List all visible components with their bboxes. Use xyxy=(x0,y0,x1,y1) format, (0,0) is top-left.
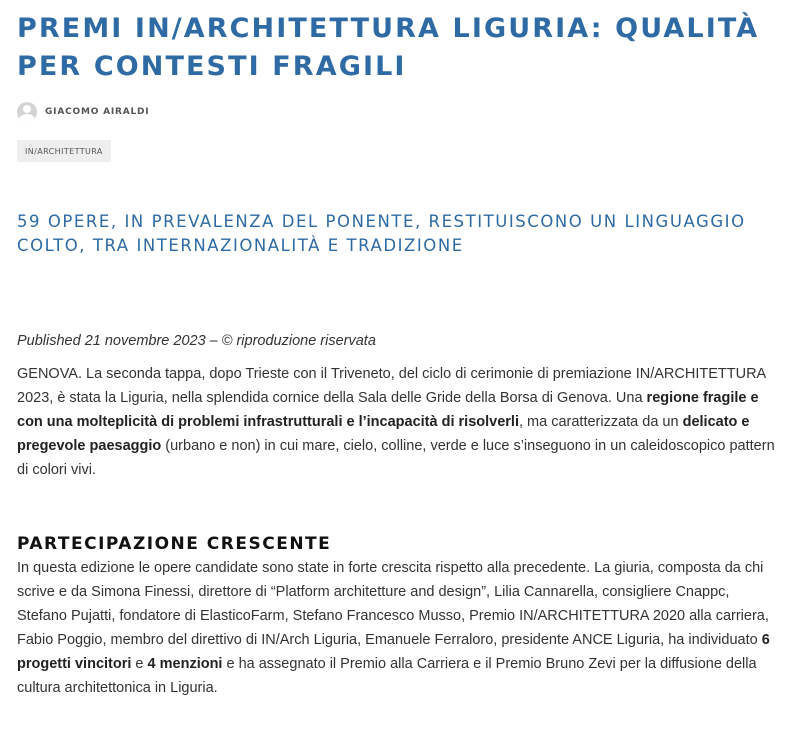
section-text-3: e ha assegnato il Premio alla Carriera e il Premio Bruno Zevi per la diffusione della cultura architettonica in Liguria. xyxy=(17,656,757,696)
section-heading: PARTECIPAZIONE CRESCENTE xyxy=(17,534,332,554)
intro-paragraph xyxy=(17,362,777,482)
intro-text-3: (urbano e non) in cui mare, cielo, colline, verde e luce s’inseguono in un caleidoscopico pattern di colori vivi. xyxy=(17,438,775,478)
tag-row xyxy=(17,123,777,162)
category-tag[interactable]: IN/ARCHITETTURA xyxy=(17,140,111,162)
user-avatar-icon[interactable] xyxy=(17,102,37,122)
avatar-head-shape xyxy=(23,105,31,113)
section-bold-2: 4 menzioni xyxy=(147,656,223,672)
author-link[interactable]: GIACOMO AIRALDI xyxy=(45,107,150,117)
section-bold-1: 6 progetti vincitori xyxy=(17,632,770,672)
section-text-1: In questa edizione le opere candidate sono state in forte crescita rispetto alla precedente. La giuria, composta da chi scrive e da Simona Finessi, direttore di “Platform architetture and design”, Lilia Cannarella, consigliere Cnappc, Stefano Pujatti, fondatore di ElasticoFarm, Stefano Francesco Musso, Premio IN/ARCHITETTURA 2020 alla carriera, Fabio Poggio, membro del direttivo di IN/Arch Liguria, Emanuele Ferraloro, presidente ANCE Liguria, ha individuato xyxy=(17,560,769,648)
author-row xyxy=(17,101,777,123)
article xyxy=(17,0,777,700)
published-date: Published 21 novembre 2023 – © riproduzione riservata xyxy=(17,333,376,349)
intro-text-2: , ma caratterizzata da un xyxy=(518,414,683,430)
section-text-2: e xyxy=(131,656,148,672)
intro-bold-1: regione fragile e con una molteplicità di problemi infrastrutturali e l’incapacità di risolverli xyxy=(17,390,759,430)
article-title: PREMI IN/ARCHITETTURA LIGURIA: QUALITÀ PER CONTESTI FRAGILI xyxy=(17,13,760,82)
section-paragraph xyxy=(17,556,777,700)
intro-bold-2: delicato e pregevole paesaggio xyxy=(17,414,750,454)
intro-text-1: GENOVA. La seconda tappa, dopo Trieste con il Triveneto, del ciclo di cerimonie di premiazione IN/ARCHITETTURA 2023, è stata la Liguria, nella splendida cornice della Sala delle Gride della Borsa di Genova. Una xyxy=(17,366,766,406)
avatar-shoulders-shape xyxy=(19,114,35,122)
article-subtitle: 59 OPERE, IN PREVALENZA DEL PONENTE, RESTITUISCONO UN LINGUAGGIO COLTO, TRA INTERNAZIONALITÀ E TRADIZIONE xyxy=(17,212,746,255)
